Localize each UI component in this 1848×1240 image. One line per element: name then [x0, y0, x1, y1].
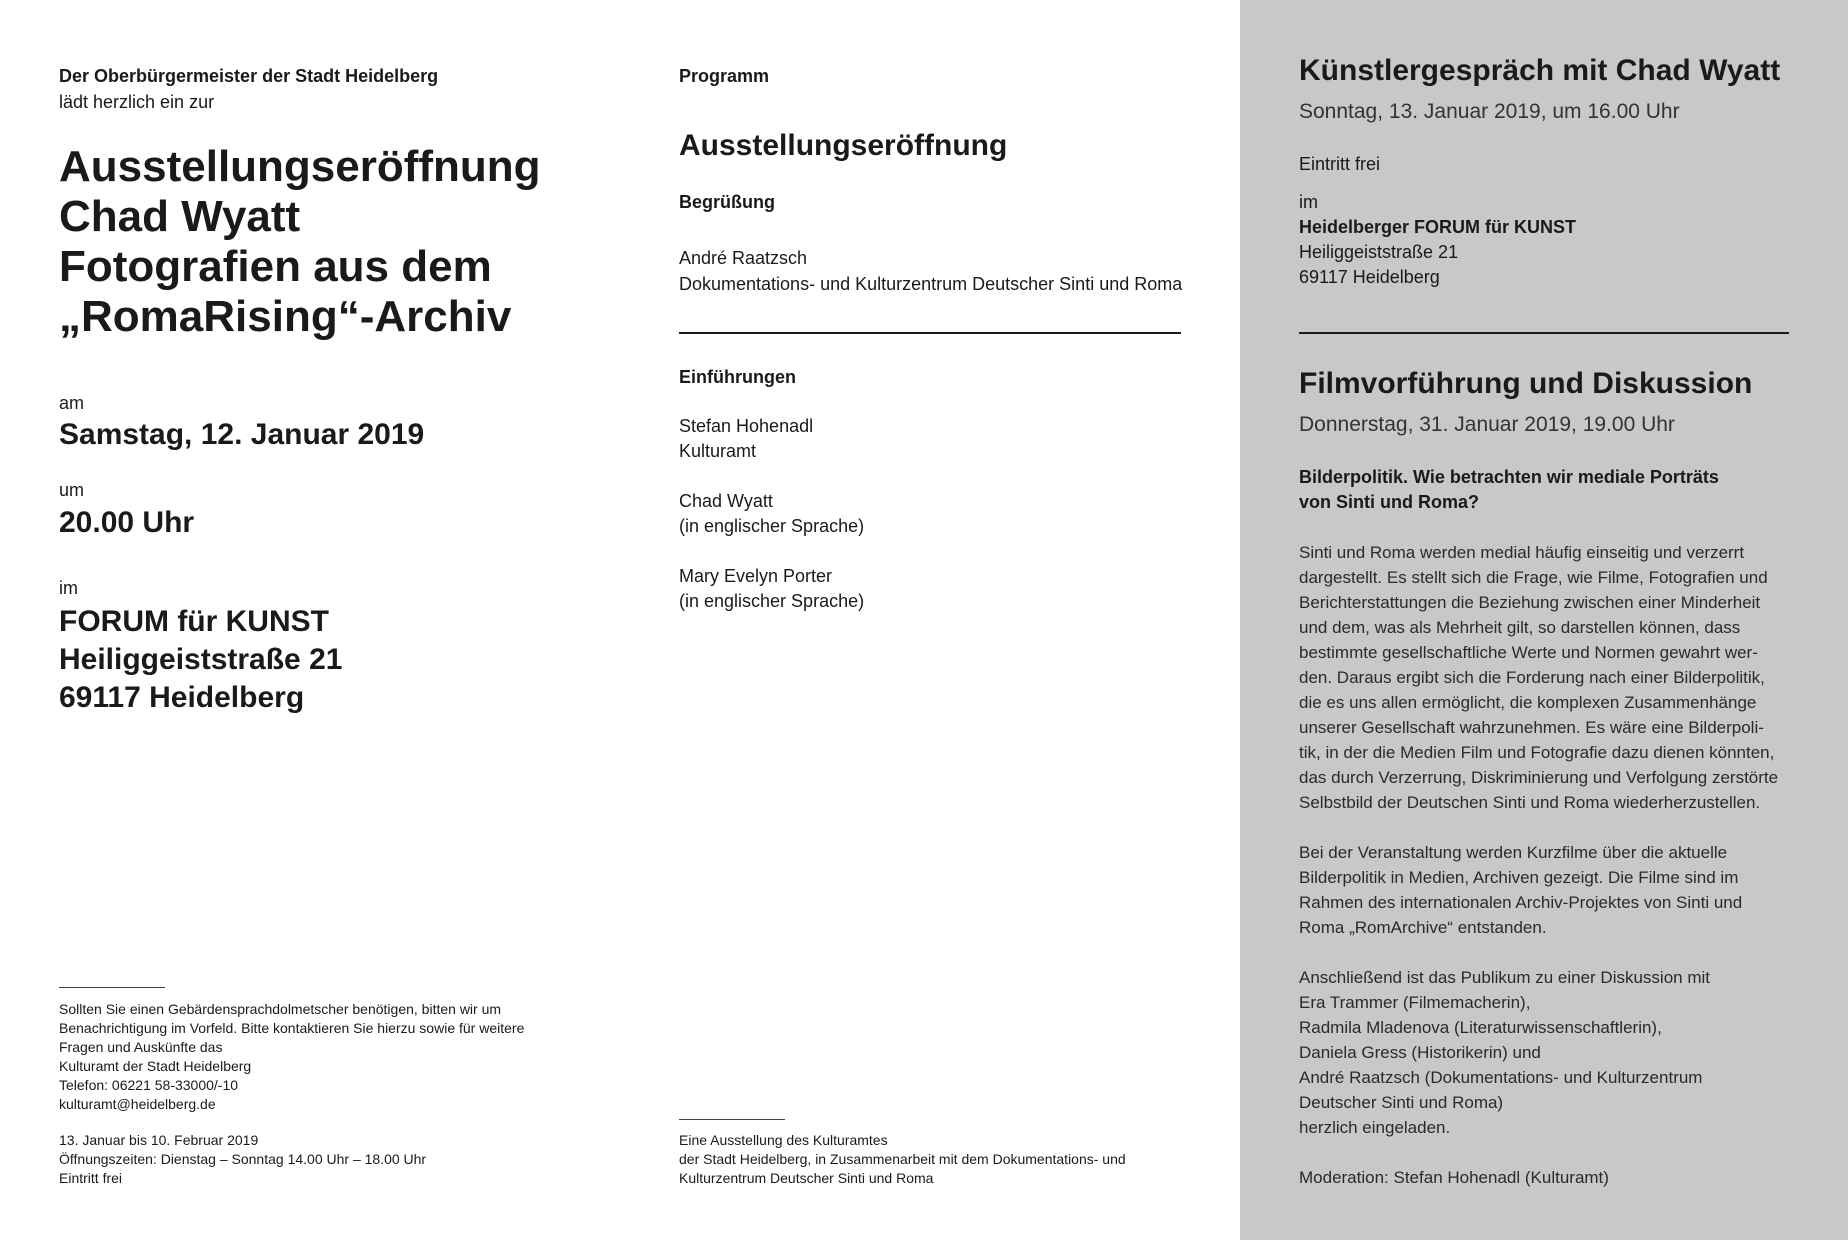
talk-title: Künstlergespräch mit Chad Wyatt [1299, 54, 1781, 87]
intro-item [679, 564, 864, 614]
film-screening-info: Bei der Veranstaltung werden Kurzfilme über die aktuelle Bilderpolitik in Medien, Archiven gezeigt. Die Filme sind im Rahmen des internationalen Archiv-Projektes von Sinti und Roma „RomArchive“ entstanden. [1299, 843, 1743, 937]
film-subtitle: Bilderpolitik. Wie betrachten wir mediale Porträts von Sinti und Roma? [1299, 467, 1719, 512]
program-label: Programm [679, 66, 770, 86]
intro-note: (in englischer Sprache) [679, 591, 865, 611]
host-line: Der Oberbürgermeister der Stadt Heidelberg [59, 66, 439, 86]
venue-address [59, 603, 342, 717]
talk-venue: Heidelberger FORUM für KUNST [1299, 217, 1577, 237]
venue-line: Heiliggeiststraße 21 [59, 643, 343, 676]
accessibility-note: Sollten Sie einen Gebärdensprachdolmetscher benötigen, bitten wir um Benachrichtigung im Vorfeld. Bitte kontaktieren Sie hierzu sowie für weitere Fragen und Auskünfte das Kulturamt der Stadt Heidelberg Telefon: 06221 58-33000/-10 kulturamt@heidelberg.de [59, 1001, 525, 1112]
film-title: Filmvorführung und Diskussion [1299, 367, 1753, 400]
invitation-panel [59, 0, 599, 1240]
greeting-label: Begrüßung [679, 192, 775, 212]
intro-name: Mary Evelyn Porter [679, 566, 833, 586]
title-line: Chad Wyatt [59, 192, 301, 241]
events-panel [1240, 0, 1848, 1240]
intro-note: (in englischer Sprache) [679, 516, 865, 536]
divider [1299, 332, 1789, 334]
exhibition-title [59, 142, 619, 342]
film-description: Sinti und Roma werden medial häufig einseitig und verzerrt dargestellt. Es stellt sich die Frage, wie Filme, Fotografien und Berichterstattungen die Beziehung zwischen einer Minderheit und dem, was als Mehrheit gilt, so darstellen können, dass bestimmte gesellschaftliche Werte und Normen gewahrt wer- den. Daraus ergibt sich die Forderung nach einer Bilderpolitik, die es uns allen ermöglicht, die komplexen Zusammenhänge unserer Gesellschaft wahrzunehmen. Es wäre eine Bilderpoli- tik, in der die Medien Film und Fotografie dazu dienen könnten, das durch Verzerrung, Diskriminierung und Verfolgung zerstörte Selbstbild der Deutschen Sinti und Roma wiederherzustellen. [1299, 543, 1779, 812]
am-label: am [59, 393, 85, 413]
um-label: um [59, 480, 85, 500]
program-heading: Ausstellungseröffnung [679, 129, 1008, 162]
title-line: „RomaRising“-Archiv [59, 292, 512, 341]
intro-item [679, 489, 864, 539]
title-line: Fotografien aus dem [59, 242, 492, 291]
event-time: 20.00 Uhr [59, 506, 195, 539]
intro-name: Stefan Hohenadl [679, 416, 814, 436]
invite-line: lädt herzlich ein zur [59, 92, 215, 112]
talk-entry: Eintritt frei [1299, 154, 1381, 174]
intro-note: Kulturamt [679, 441, 757, 461]
venue-line: 69117 Heidelberg [59, 681, 305, 714]
film-date: Donnerstag, 31. Januar 2019, 19.00 Uhr [1299, 413, 1675, 436]
discussion-panelists: Anschließend ist das Publikum zu einer Diskussion mit Era Trammer (Filmemacherin), Radmila Mladenova (Literaturwissenschaftlerin), Daniela Gress (Historikerin) und André Raatzsch (Dokumentations- und Kulturzentrum Deutscher Sinti und Roma) herzlich eingeladen. [1299, 968, 1711, 1137]
im-label: im [59, 578, 78, 598]
opening-hours: 13. Januar bis 10. Februar 2019 Öffnungszeiten: Dienstag – Sonntag 14.00 Uhr – 18.00 Uhr Eintritt frei [59, 1132, 427, 1186]
moderation: Moderation: Stefan Hohenadl (Kulturamt) [1299, 1168, 1609, 1187]
intro-name: Chad Wyatt [679, 491, 773, 511]
divider [59, 987, 165, 988]
talk-date: Sonntag, 13. Januar 2019, um 16.00 Uhr [1299, 100, 1680, 123]
divider [679, 332, 1181, 334]
divider [679, 1119, 785, 1120]
venue-line: FORUM für KUNST [59, 605, 329, 638]
greeting-speaker: André Raatzsch [679, 248, 808, 268]
intro-item [679, 414, 813, 464]
greeting-org: Dokumentations- und Kulturzentrum Deutscher Sinti und Roma [679, 274, 1183, 294]
program-panel [679, 0, 1183, 1240]
intros-label: Einführungen [679, 367, 796, 387]
talk-address: Heiliggeiststraße 21 69117 Heidelberg [1299, 242, 1459, 287]
exhibition-credit: Eine Ausstellung des Kulturamtes der Stadt Heidelberg, in Zusammenarbeit mit dem Dokumentations- und Kulturzentrum Deutscher Sinti und Roma [679, 1132, 1126, 1186]
talk-im: im [1299, 192, 1318, 212]
title-line: Ausstellungseröffnung [59, 142, 541, 191]
event-date: Samstag, 12. Januar 2019 [59, 418, 425, 451]
